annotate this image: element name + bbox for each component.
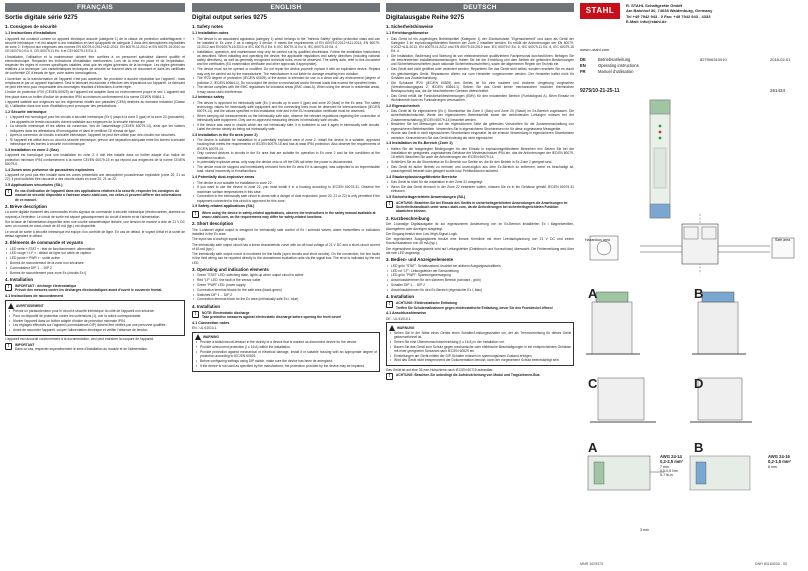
list-item: • The IP20 degree of protection (IEC/EN 60529) of the device is intended for use in a clean and dry environment (degree of pollution 2, IEC/EN 60664-1). Do not subject the device to mechanical and/or thermal loads that exceed the specified limits. bbox=[192, 76, 380, 84]
list-item: • The device must be stopped and immediately removed from the Ex area if it is damaged, was subjected to an impermissible load, stored incorrectly or if malfunctions. bbox=[192, 165, 380, 173]
list-item: • Connection terminal block for the Ex area (intrinsically safe Ex i, blue) bbox=[192, 297, 380, 301]
list bbox=[192, 37, 380, 94]
list-item: • Connection to the intrinsically safe circuit in areas with a danger of dust explosions (zone 20, 21 or 22) is only permitted if the equipment connected to this circuit is approved for this zone. bbox=[192, 194, 380, 202]
company-logo: STAHL bbox=[580, 3, 620, 19]
heading: 2. Brève description bbox=[5, 204, 47, 210]
note-text: ACHTUNG: Beachten Sie unbedingt die Aufsteckrichtung von Modul und Tragschienen-Bus. bbox=[396, 373, 541, 378]
list bbox=[8, 309, 182, 332]
list-item: • Wird das Gerät nicht entsprechend der Dokumentation benutzt, kann der vorgesehene Schutz beeinträchtigt sein. bbox=[389, 358, 571, 362]
title-fr: Sortie digitale série 9275 bbox=[5, 14, 78, 21]
subheading: 1.3 Installation en zone 2 (Gaz) bbox=[5, 148, 59, 153]
list-item: • Das Gerät ist ein zugehöriges Betriebsmittel (Kategorie 1) der Zündschutzart "Eigensicherheit" und kann als Gerät der Kategorie 3 im explosionsgefährdeten Bereich der Zone 2 installiert werden. Es erfüllt die Anforderungen der EN 60079-0:2012+A11:2013, EN 60079-11:2012 und EN 60079-15:2010 bzw. IEC 60079-0 Ed. 6, IEC 60079-11 Ed. 6, IEC 60079-15 Ed. 4. bbox=[386, 37, 574, 54]
subheading: 1.1 Errichtungshinweise bbox=[386, 31, 429, 36]
list-item: • Après la connexion de circuits à sécurité intrinsèque, l'appareil ne peut être utilisé pour des circuits non sécurisés. bbox=[5, 133, 185, 137]
list-item: • Red "LF" LED: line fault of the sensor cable bbox=[192, 278, 380, 282]
note-text: Treffen Sie Schutzmaßnahmen gegen elektrostatische Entladung, bevor Sie den Frontdeckel öffnen! bbox=[396, 305, 553, 310]
heading: 4. Installation bbox=[386, 294, 415, 300]
note-box bbox=[192, 311, 380, 319]
list-item: • LED rouge « LF » : défaut de ligne sur câble de capteur bbox=[5, 251, 185, 255]
note-text: Prévoir des mesures contre les décharges électrostatiques avant d'ouvrir le couvercle frontal. bbox=[15, 288, 163, 293]
info-icon: ! bbox=[5, 189, 12, 196]
figure-letter-b: B bbox=[694, 286, 704, 301]
paragraph: Der Eingang besitzt eine Low-/High-Signal-Logik. bbox=[386, 231, 458, 236]
info-icon: ! bbox=[386, 373, 393, 380]
company-web: www.r-stahl.com bbox=[580, 47, 610, 52]
dimension-label: 3 mm bbox=[640, 528, 649, 532]
list-item: • If the device is not used as specified by the manufacturer, the protection provided by the device may be impaired. bbox=[195, 364, 377, 368]
subheading: 1.3 Installation in the Ex area (zone 2) bbox=[192, 132, 258, 137]
list-item: • Before configuring settings using DIP switch, make sure the device has been de-energized. bbox=[195, 359, 377, 363]
list-item: • The device must not be opened or modified. Do not repair the device yourself; replace it with an equivalent device. Repairs may only be carried out by the manufacturer. The manufacturer is not liable for damage resulting from violation. bbox=[192, 67, 380, 75]
list-item: • LED verte « STAT » : état de fonctionnement, alimentation bbox=[5, 247, 185, 251]
list-item: • Halten Sie die festgelegten Bedingungen für den Einsatz in explosionsgefährdeten Bereichen ein! Setzen Sie bei der Installation ein geeignetes, zugelassenes Gehäuse der Mindestschutzart IP54 ein, das die Anforderungen der IEC/EN 60079-15 erfüllt. Beachten Sie auch die Anforderungen der IEC/EN 60079-14. bbox=[386, 147, 574, 160]
meta-row bbox=[580, 63, 803, 68]
paragraph: Le circuit de sortie à sécurité intrinsèque est équipé d'un contrôle de ligne. En cas de défaut, le voyant d'état et la sortie de défaut signalent le défaut. bbox=[5, 229, 185, 238]
subheading: 4.1 Connection notes bbox=[192, 320, 230, 325]
warning-box bbox=[192, 332, 380, 372]
paragraph: L'installation, l'utilisation et la maintenance doivent être confiées à un personnel spécialisé dûment qualifié et électrotechnique. Respecter les instructions d'installation mentionnées. Lors de la mise en place et de l'exploitation, respecter les règles et normes spécifiques valables, ainsi que les règles générales de la technique. Les règles générales relatives à la technique. Les caractéristiques techniques de sécurité se trouvent dans ce document et dans les certificats de conformité CE d'essais de type, voire autres homologations. bbox=[5, 54, 185, 76]
strip-length: 8 mm bbox=[768, 464, 777, 469]
company-street: Am Bahnhof 30, 74638 Waldenburg, Germany bbox=[626, 8, 713, 14]
subheading: 1.1 Installation notes bbox=[192, 31, 229, 36]
warning-label: WARNING bbox=[203, 335, 219, 340]
list bbox=[386, 109, 574, 140]
list-item: • Provide overcurrent protection (I ≤ 16 A) within the installation. bbox=[195, 345, 377, 349]
list-item: • The device is not suitable for installation in zone 22. bbox=[192, 181, 380, 185]
column-fr bbox=[5, 14, 185, 562]
list-item: • LED grün "PWR": Spannungsversorgung bbox=[386, 273, 574, 277]
list-item: • Wenn Sie das Gerät dennoch in der Zone 22 einsetzen wollen, müssen Sie es in ein Gehäuse gemäß IEC/EN 60079-31 einbauen. bbox=[386, 185, 574, 193]
list-item: • In potentially explosive areas, only snap the device onto or off the DIN rail when the power is disconnected. bbox=[192, 160, 380, 164]
model-number: 9275/10-21-25-11 bbox=[580, 88, 620, 94]
info-icon: ! bbox=[5, 343, 12, 350]
list-item: • Provide a switch/circuit-breaker in the vicinity of a device that is marked as disconnect device for the device. bbox=[195, 340, 377, 344]
subheading: 1.5 Sicherheitsgerichtete Anwendungen (SIL) bbox=[386, 194, 466, 199]
subheading: 4.1 Instructions de raccordement bbox=[5, 294, 63, 299]
list-item: • Pour un dispositif de protection contre les surtensions (1), voir la notice correspondante. bbox=[8, 314, 182, 318]
list-item: • LED jaune « PWR » : sortie active bbox=[5, 256, 185, 260]
lang-bar-de: DEUTSCH bbox=[386, 3, 574, 12]
paragraph: L'appareil est homologué pour une installation en zone 2. Il doit être installé dans un boîtier adapté d'un indice de protection minimum IP54 conformément à la norme CEI/EN 60079-15 et qui répond aux exigences de la norme CEI/EN 60079-0. bbox=[5, 153, 185, 166]
list-item: • The device is suitable for installation in a potentially explosive area of zone 2. Install the device in a suitable, approved housing that meets the requirements of IEC/EN 60079-15 and has at least IP54 protection. Also observe the requirements of IEC/EN 60079-14. bbox=[192, 138, 380, 151]
figure-letter-a: A bbox=[588, 286, 598, 301]
illustrations bbox=[580, 96, 803, 556]
figure-letter-a2: A bbox=[588, 440, 598, 455]
lang-label: Betriebsanleitung bbox=[598, 57, 631, 62]
list-item: • Provide protection against mechanical or electrical damage, install it in suitable housing with an appropriate degree of protection according to IEC/EN 60529. bbox=[195, 350, 377, 358]
torque-imperial: 5-7 lb-in bbox=[660, 473, 673, 478]
warning-box bbox=[386, 322, 574, 366]
subheading: 1.2 Intrinsic safety bbox=[192, 95, 225, 100]
list-item: • Wurde das Gerät in nicht eigensicheren Stromkreisen eingesetzt, ist die erneute Verwendung in eigensicheren Stromkreisen verboten. Kennzeichnen Sie das Gerät eindeutig als nicht eigensicher. bbox=[386, 131, 574, 139]
info-icon: ! bbox=[386, 301, 393, 308]
figure-letter-c: C bbox=[588, 376, 598, 391]
company-address bbox=[626, 3, 712, 25]
meta-row bbox=[580, 57, 803, 62]
language-index bbox=[580, 57, 803, 76]
list bbox=[192, 273, 380, 301]
list bbox=[386, 180, 574, 193]
wire-spec-2 bbox=[768, 454, 791, 469]
list-item: • Das Gerät ist für eigensichere (Ex i) Stromkreise bis Zone 0 (Gas) und Zone 20 (Staub) im Ex-Bereich zugelassen. Die sicherheitstechnischen Werte der eigensicheren Betriebsmittel sowie der verbindenden Leitungen müssen bei der Zusammenschaltung (IEC/EN 60079-14) beachtet werden. bbox=[386, 109, 574, 122]
part-number: 261434 bbox=[770, 88, 786, 93]
list-item: • Sehen Sie eine Überstromschutzeinrichtung (I ≤ 16 A) in der Installation vor. bbox=[389, 340, 571, 344]
info-icon: ! bbox=[386, 201, 393, 208]
list-item: • Bauen Sie das Gerät zum Schutz gegen mechanische oder elektrische Beschädigungen in ein entsprechendes Gehäuse mit einer geeigneten Schutzart nach IEC/EN 60529 ein. bbox=[389, 345, 571, 353]
list bbox=[5, 115, 185, 146]
paragraph: Das Gerät ist auf eine 35-mm-Hutschiene nach IEC/EN 60715 aufrastbar. bbox=[386, 367, 494, 372]
list-item: • Das Gerät erfüllt die Funkstörfunkbestimmungen (EMV) für den industriellen Bereich (Funkstörgrad A). Beim Einsatz im Wohnbereich kann es Funkstörungen verursachen. bbox=[386, 94, 574, 102]
wire-spec-1 bbox=[660, 454, 683, 478]
subheading: 1.4 Potentially dust-explosive areas bbox=[192, 175, 255, 180]
list-item: • Green "STAT" LED: switching state, lights up when output circuit is active bbox=[192, 273, 380, 277]
list bbox=[386, 264, 574, 292]
note-box bbox=[5, 284, 185, 292]
list-item: • Einstellungen am Gerät mittels der DIP-Schalter müssen im spannungslosen Zustand erfolgen. bbox=[389, 354, 571, 358]
list-item: • La sécurité intrinsèque et les câbles de connexion, lors de l'assemblage (CEI/EN 60079-14), ainsi que les valeurs indiquées dans les attestations d'homologation et dans le certificat CE d'essai de type. bbox=[5, 124, 185, 132]
note-text: ACHTUNG: Beachten Sie bei Einsatz des Geräts in sicherheitsgerichteten Anwendungen die Anweisungen im Sicherheitshandbuch unter www.r-stahl.com, da die Anforderungen bei sicherheitsgerichteten Funktion abweichen können. bbox=[396, 201, 568, 214]
list-item: • The device is approved for intrinsically safe (Ex i) circuits up to zone 0 (gas) and zone 20 (dust) in the Ex area. The safety technology values for intrinsically safe equipment and the connecting lines must be observed for interconnections (IEC/EN 60079-14), and the values specified in this installation note and in the EU examination certificate must be observed. bbox=[192, 101, 380, 114]
list-item: • When carrying out measurements on the intrinsically safe side, observe the relevant regulations regarding the connection of intrinsically safe equipment. Only use ex-approved measuring devices in intrinsically safe circuits. bbox=[192, 114, 380, 122]
list-item: • LED grün "STAT": Schaltzustand, leuchtet bei aktivem Ausgangsschaltkreis bbox=[386, 264, 574, 268]
figure-letter-d: D bbox=[694, 376, 704, 391]
paragraph: Der eigensichere Ausgangskreis wird auf Leitungsfehler (Drahtbruch und Kurzschluss) überwacht. Die Fehlermeldung wird über die rote LED angezeigt. bbox=[386, 246, 574, 255]
list bbox=[195, 340, 377, 368]
warning-label: AVERTISSEMENT bbox=[16, 303, 44, 308]
heading: 1. Consignes de sécurité bbox=[5, 24, 57, 30]
heading: 2. Kurzbeschreibung bbox=[386, 215, 430, 221]
info-icon: ! bbox=[192, 311, 199, 318]
list bbox=[192, 101, 380, 132]
lang-label: Manuel d'utilisation bbox=[598, 69, 634, 75]
meta-row bbox=[580, 69, 803, 74]
note-title: NOTE: Electrostatic discharge bbox=[202, 310, 250, 315]
figure-letter-b2: B bbox=[694, 440, 704, 455]
note-box bbox=[386, 373, 574, 380]
warning-box bbox=[5, 300, 185, 335]
subheading: 1.4 Zones avec présence de poussières explosives bbox=[5, 167, 95, 172]
wire-cross-section: 0,2-2,5 mm² bbox=[660, 459, 684, 465]
list-item: • Si l'appareil est utilisé avec un circuit à sécurité intrinsèque, prévoir une séparation adéquate entre les bornes à sécurité intrinsèque et les bornes à sécurité non intrinsèque. bbox=[5, 138, 185, 146]
note-text: Take protective measures against electrostatic discharge before opening the front cover! bbox=[202, 315, 342, 320]
list-item: • Das Gerät darf nicht geöffnet oder verändert werden. Reparieren Sie das Gerät nicht selbst, sondern ersetzen Sie es durch ein gleichwertiges Gerät. Reparaturen dürfen nur vom Hersteller vorgenommen werden. Der Hersteller haftet nicht für Schäden aus Zuwiderhandlung. bbox=[386, 67, 574, 80]
list-item: • Sehen Sie in der Nähe eines Geräts einen Schalter/Leistungsschalter vor, der als Trennvorrichtung für dieses Gerät gekennzeichnet ist. bbox=[389, 331, 571, 339]
list-item: • Monter l'appareil dans un boîtier adapté d'indice de protection minimale IP54. bbox=[8, 319, 182, 323]
assembly-figure-cd bbox=[590, 378, 752, 422]
paragraph: La sortie digitale transmet des commandes et des signaux de commande à sécurité intrinsèque (électrovannes, alarmes ou voyants) à l'extérieur. Le circuit de sortie est séparé galvaniquement du circuit d'entrée et de l'alimentation. bbox=[5, 210, 185, 219]
company-header bbox=[580, 3, 803, 41]
heading: 1. Sicherheitshinweise bbox=[386, 24, 434, 30]
heading: 1. Safety notes bbox=[192, 24, 223, 30]
info-icon: ! bbox=[5, 284, 12, 291]
company-name: R. STAHL Schaltgeräte GmbH bbox=[626, 3, 683, 8]
list-item: • Das Gerät ist nicht für die Installation in der Zone 22 ausgelegt. bbox=[386, 180, 574, 184]
doc-date: 2018-02-01 bbox=[770, 57, 791, 62]
list-item: • Switches DIP 1 ... DIP 2 bbox=[192, 293, 380, 297]
title-en: Digital output series 9275 bbox=[192, 14, 267, 21]
paragraph: L'appareil satisfait aux exigences sur les règlements relatifs aux parasites (CEM) destinés au domaine industriel (Classe A). L'utilisation dans une zone d'habitation peut provoquer des perturbations. bbox=[5, 100, 185, 109]
subheading: 1.5 Applications sécurisées (SIL) bbox=[5, 182, 63, 187]
heading: 4. Installation bbox=[192, 303, 221, 309]
footer-left: MNR 1029373 bbox=[580, 562, 604, 566]
list-item: • Die Schutzart IP20 (IEC/EN 60529) des Geräts ist für eine saubere und trockene Umgebung vorgesehen (Verschmutzungsgrad 2, IEC/EN 60664-1). Setzen Sie das Gerät keiner mechanischen und/oder thermischen Beanspruchung aus, die die beschriebenen Grenzen überschreitet. bbox=[386, 81, 574, 94]
paragraph: Der eigensichere Ausgangskreis besitzt eine lineare Kennlinie mit einer Leerlaufspannung von 21 V DC und einem Kurzschlussstrom von 45 mA (typ.). bbox=[386, 237, 574, 246]
footer-right: DNR 83184030 - 00 bbox=[755, 562, 787, 566]
list bbox=[192, 181, 380, 203]
list-item: • Beachten Sie bei Messungen auf der eigensicheren Seite die geltenden Vorschriften für die Zusammenschaltung von eigensicheren Betriebsmitteln. Verwenden Sie in eigensicheren Stromkreisen nur für diese zugelassene Messgeräte. bbox=[386, 122, 574, 130]
list-item: • Commutateur DIP 1 ... DIP 2 bbox=[5, 266, 185, 270]
note-title: IMPORTANT : décharge électrostatique bbox=[15, 284, 77, 289]
paragraph: The intrinsically safe output circuit is monitored for line faults (open circuits and short circuits). On the connection, the line faults in the field wiring can be reported directly to the downstream evaluation units via the signal bus. The error is indicated by the red LED. bbox=[192, 252, 380, 265]
note-title: IMPORTANT bbox=[15, 343, 35, 348]
paragraph: EN - UL 61010-1 bbox=[192, 326, 217, 331]
note-box bbox=[5, 343, 185, 351]
torque: 0,5-0,6 Nm bbox=[660, 468, 678, 473]
list-item: • Installation, operation, and maintenance may only be carried out by qualified electricians. Follow the installation instructions as described. When installing and operating the device, the applicable regulations and safety directives (including national safety directives), as well as generally recognized technical rules, must be observed. The safety data, refer to this document and the certificates (EU examination certificate and other approvals if appropriate). bbox=[192, 50, 380, 67]
note-text: En cas d'utilisation de l'appareil dans des applications relatives à la sécurité, respecter les consignes du manuel de sécurité disponible à l'adresse www.r-stahl.com, car celles-ci peuvent différer des informations de ce manuel. bbox=[15, 189, 182, 202]
column-en bbox=[192, 14, 380, 562]
note-text: Dans ce cas, respecter impérativement le sens d'installation du module et de l'alimentation. bbox=[15, 347, 149, 352]
list bbox=[5, 247, 185, 275]
product-image bbox=[650, 100, 670, 218]
list-item: • L'appareil est homologué pour les circuits à sécurité intrinsèque (Ex i) jusqu'à la zone 0 (gaz) et la zone 20 (poussière). Les appareils de terrain raccordés doivent satisfaire aux exigences de la sécurité intrinsèque. bbox=[5, 115, 185, 123]
subheading: 1.5 Safety-related applications (SIL) bbox=[192, 204, 255, 209]
lang-code: DE bbox=[580, 57, 586, 62]
list-item: • Connection terminal blocks for the safe area (black-green) bbox=[192, 288, 380, 292]
lang-bar-en: ENGLISH bbox=[192, 3, 380, 12]
subheading: 1.4 Staubexplosionsgefährdete Bereiche bbox=[386, 174, 458, 179]
list-item: • Die Installation, Bedienung und Wartung ist von elektrotechnisch qualifiziertem Fachpersonal durchzuführen. Befolgen Sie die beschriebenen Installationsanweisungen. Halten Sie bei der Errichtung und dem Betrieb die geltenden Bestimmungen und Sicherheitsvorschriften (auch nationale Sicherheitsvorschriften), sowie die allgemeinen Regeln der Technik ein. bbox=[386, 54, 574, 67]
warning-label: WARNUNG bbox=[397, 325, 415, 330]
paragraph: The input has a low/high signal logic. bbox=[192, 237, 246, 242]
note-title: ACHTUNG: Elektrostatische Entladung bbox=[396, 301, 457, 306]
heading: 3. Éléments de commande et voyants bbox=[5, 240, 84, 246]
wire-cross-section: 0,2-1,5 mm² bbox=[768, 459, 792, 465]
list-item: • Prévoir un parasurtenseur pour le circuit à sécurité intrinsèque du côté de l'appareil non sécurisé. bbox=[8, 309, 182, 313]
doc-number: 827906310010 bbox=[700, 57, 727, 62]
list bbox=[192, 138, 380, 174]
list-item: • LED rot "LF": Leitungsfehler der Sensorleitung bbox=[386, 269, 574, 273]
paragraph: L'indice de protection IP20 (CEI/EN 60529) de l'appareil est adaptée dans un environnement propre et sec. L'appareil doit être placé dans un boîtier d'indice de protection IP54 au minimum conformément à la norme CEI/EN 60664-1. bbox=[5, 90, 185, 99]
paragraph: The intrinsically safe output circuit has a linear characteristic curve with an off-load voltage of 21 V DC and a short-circuit current of 45 mA (typ.). bbox=[192, 242, 380, 251]
paragraph: DE - UL 61010-1 bbox=[386, 316, 411, 321]
paragraph: Sur la base de l'alimentation disponible avec une courbe caractéristique linéaire, une tension de marche à vide de 21 V DC avec un courant de court-circuit de 45 mA (typ.) est disponible. bbox=[5, 219, 185, 229]
hazardous-area-label: Hazardous area bbox=[585, 238, 610, 242]
strip-length: 7 mm bbox=[660, 464, 669, 469]
subheading: 1.2 Sécurité intrinsèque bbox=[5, 110, 47, 115]
list-item: • Das Gerät ist außer Betrieb zu nehmen und unverzüglich aus dem Ex-Bereich zu entfernen, wenn es beschädigt ist, unsachgemäß belastet oder gelagert wurde bzw. Fehlfunktionen aufweist. bbox=[386, 165, 574, 173]
safe-area-label: Safe area bbox=[775, 238, 791, 242]
lang-bar-fr: FRANÇAIS bbox=[5, 3, 185, 12]
subheading: 1.2 Eigensicherheit bbox=[386, 103, 420, 108]
info-icon: ! bbox=[192, 211, 199, 218]
paragraph: L'appareil est raccordé conformément à la documentation, ceci peut entraîner la coupure de l'appareil. bbox=[5, 337, 154, 342]
list-item: • Bornes de raccordement pour zone Ex (circuits Ex i) bbox=[5, 271, 185, 275]
heading: 3. Bedien- und Anzeigeelemente bbox=[386, 257, 454, 263]
heading: 3. Operating and indication elements bbox=[192, 266, 269, 272]
column-de bbox=[386, 14, 574, 562]
list-item: • If you want to use the device in zone 22, you must install it in a housing according to IEC/EN 60079-31. Observe the maximum surface temperatures in this case. bbox=[192, 185, 380, 193]
lang-label: Operating instructions bbox=[598, 63, 639, 69]
list-item: • Anschlussklemmen für den Ex-Bereich (eigensicher Ex i, blau) bbox=[386, 288, 574, 292]
list-item: • The device is an associated apparatus (category 1) which belongs to the "Intrinsic Safety" ignition protection class and can be installed in Ex zone 2 as a category 3 device. It meets the requirements of EN 60079-0:2012+A11:2013, EN 60079-11:2012 and EN 60079-15:2010 or IEC 60079-0 Ed. 6, IEC 60079-11 Ed. 6, IEC 60079-15 Ed. 4. bbox=[192, 37, 380, 50]
list-item: • Schließen Sie an die Stromkreise im Ex-Bereich nur Geräte an, die für den Betrieb in Ex-Zone 2 geeignet sind. bbox=[386, 160, 574, 164]
company-phone: Tel +49 7942 943 - 0 Fax: +49 7942 943 - 4333 bbox=[626, 13, 711, 19]
heading: 2. Short description bbox=[192, 221, 234, 227]
connection-diagram bbox=[590, 214, 794, 274]
lang-code: EN bbox=[580, 63, 586, 69]
list bbox=[386, 37, 574, 103]
note-box bbox=[5, 189, 185, 202]
note-box bbox=[386, 201, 574, 214]
list-item: • Les réglages effectués sur l'appareil (commutateurs DIP) doivent être vérifiés par une personne qualifiée. bbox=[8, 323, 182, 327]
paragraph: The 1-channel digital output is designed for intrinsically safe control of Ex i solenoid valves, alarm transmitters or indicators installed in the Ex area. bbox=[192, 227, 380, 236]
paragraph: L'ouverture ou la transformation de l'appareil n'est pas autorisée. Ne procédez à aucune réparation sur l'appareil ; mais remplacez-le par un appareil équivalent. Seul le fabricant est autorisé à effectuer des réparations sur l'appareil. Le fabricant ne peut être tenu pour responsable des dommages résultant d'infractions à cette règle. bbox=[5, 76, 185, 90]
title-de: Digitalausgabe Reihe 9275 bbox=[386, 14, 465, 21]
lang-code: FR bbox=[580, 69, 586, 75]
list-item: • Avant de raccorder l'appareil, couper l'alimentation électrique et vérifier l'absence de tension. bbox=[8, 328, 182, 332]
list-item: • The device complies with the EMC regulations for industrial areas (EMC class A). When using the device in residential areas, it may cause radio interference. bbox=[192, 85, 380, 93]
paragraph: L'appareil ne peut pas être installé dans les zones présentant une atmosphère poussiéreuse explosible (zone 20, 21 ou 22). Il peut toutefois être raccordé à des circuits situés en zone 20, 21 ou 22. bbox=[5, 172, 185, 182]
paragraph: L'appareil est construit comme un appareil électrique associé (catégorie 1) de la classe de protection antidéflagrante « sécurité intrinsèque » et est adapté à une installation en tant qu'appareil de catégorie 3 dans des atmosphères explosibles de zone 2. Il répond aux exigences des normes EN 60079-0:2012+A11:2013, EN 60079-11:2012 et EN 60079-15:2010 ou CEI 60079-0 Ed. 6, CEI 60079-11 Ed. 6 et CEI 60079-15 Ed. 4. bbox=[5, 36, 185, 54]
company-email: E-Mail: info@stahl.de bbox=[626, 19, 667, 25]
note-box bbox=[192, 211, 380, 219]
list-item: • Green "PWR" LED: power supply bbox=[192, 283, 380, 287]
list-item: • Only connect devices to circuits in the Ex area that are suitable for operation in Ex zone 2 and for the conditions at the installation location. bbox=[192, 151, 380, 159]
note-box bbox=[386, 301, 574, 309]
list bbox=[386, 147, 574, 174]
list-item: • Schalter DIP 1 ... DIP 2 bbox=[386, 283, 574, 287]
subheading: 4.1 Anschlusshinweise bbox=[386, 311, 427, 316]
awg-value: AWG 24-14 bbox=[660, 454, 682, 459]
subheading: 1.1 Instructions d'installation bbox=[5, 31, 56, 36]
list bbox=[389, 331, 571, 363]
list-item: • Anschlussklemmen für den sicheren Bereich (schwarz - grün) bbox=[386, 278, 574, 282]
heading: 4. Installation bbox=[5, 277, 34, 283]
subheading: 1.3 Installation im Ex-Bereich (Zone 2) bbox=[386, 141, 453, 146]
note-text: When using the device in safety-related applications, observe the instructions in the safety manual available at www.r-stahl.com, as the requirements may differ for safety-related functions. bbox=[202, 210, 376, 219]
list-item: • Bornes de raccordement de la zone non sécurisée bbox=[5, 261, 185, 265]
assembly-figure-ab bbox=[586, 292, 746, 354]
paragraph: Der 1-kanalige Digitalausgabe ist zur eigensicheren Ansteuerung von im Ex-Bereich installierten Ex i Magnetventilen, Alarmgebern oder Anzeigen ausgelegt. bbox=[386, 222, 574, 231]
list-item: • If the device was used in circuits which are not intrinsically safe, it is forbidden to use it again in intrinsically safe circuits. Label the device clearly as being not intrinsically safe. bbox=[192, 123, 380, 131]
awg-value: AWG 24-16 bbox=[768, 454, 790, 459]
